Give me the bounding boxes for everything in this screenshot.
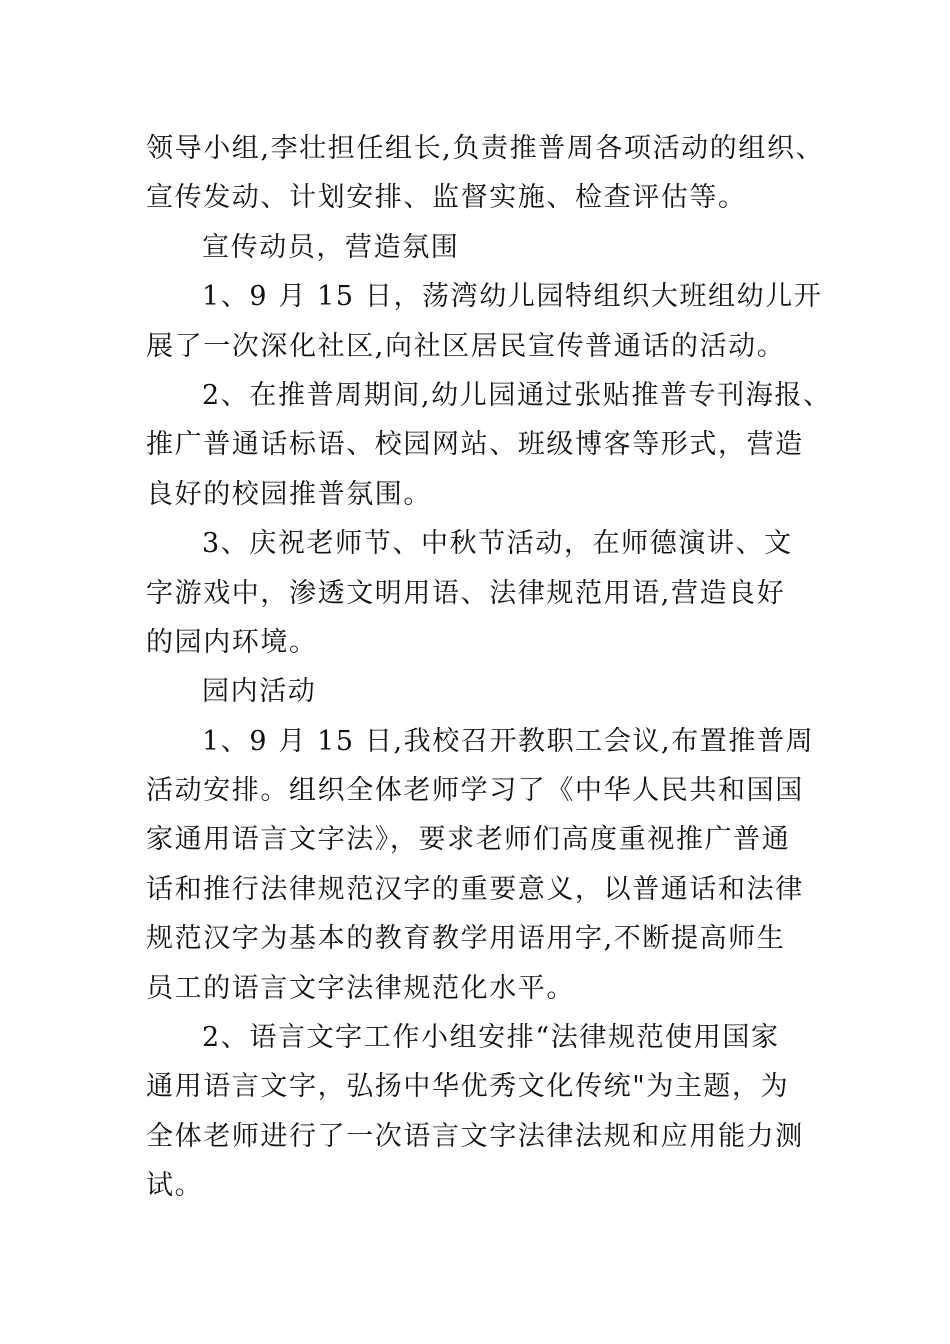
- text-line: 展了一次深化社区,向社区居民宣传普通话的活动。: [146, 330, 786, 362]
- text-line: 宣传发动、计划安排、监督实施、检查评估等。: [146, 182, 747, 214]
- text-line: 2、在推普周期间,幼儿园通过张贴推普专刊海报、: [202, 379, 832, 411]
- text-line: 家通用语言文字法》，要求老师们高度重视推广普通: [146, 824, 791, 856]
- text-line: 员工的语言文字法律规范化水平。: [146, 972, 575, 1004]
- document-body: [146, 124, 832, 1211]
- section-heading: 宣传动员，营造氛围: [202, 231, 460, 263]
- text-line: 良好的校园推普氛围。: [146, 478, 432, 510]
- text-line: 试。: [146, 1170, 204, 1202]
- text-line: 话和推行法律规范汉字的重要意义，以普通话和法律: [146, 873, 804, 905]
- text-line: 3、庆祝老师节、中秋节活动，在师德演讲、文: [202, 528, 793, 560]
- text-line: 1、9 月 15 日,我校召开教职工会议,布置推普周: [202, 725, 815, 757]
- text-line: 全体老师进行了一次语言文字法律法规和应用能力测: [146, 1120, 804, 1152]
- text-line: 字游戏中，渗透文明用语、法律规范用语,营造良好: [146, 577, 786, 609]
- text-line: 1、9 月 15 日，荡湾幼儿园特组织大班组幼儿开: [202, 281, 823, 313]
- text-line: 2、语言文字工作小组安排“法律规范使用国家: [202, 1022, 780, 1054]
- text-line: 领导小组,李壮担任组长,负责推普周各项活动的组织、: [146, 133, 825, 164]
- text-line: 通用语言文字，弘扬中华优秀文化传统"为主题，为: [146, 1071, 790, 1103]
- text-line: 规范汉字为基本的教育教学用语用字,不断提高师生: [146, 923, 786, 955]
- text-line: 推广普通话标语、校园网站、班级博客等形式，营造: [146, 429, 804, 461]
- section-heading: 园内活动: [202, 676, 317, 708]
- text-line: 活动安排。组织全体老师学习了《中华人民共和国国: [146, 775, 804, 807]
- text-line: 的园内环境。: [146, 626, 318, 658]
